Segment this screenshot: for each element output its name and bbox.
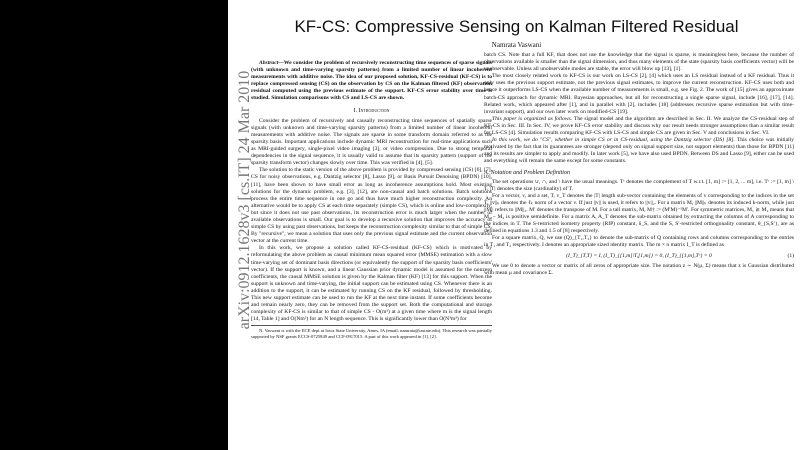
paper-organization-lead: This paper is organized as follows. (492, 115, 573, 122)
equation-1-text: (I_T)_{T,T} = I, (I_T)_{[1,m]\T,[1,m]} = 0, (I_T)_{[1,m],Tᶜ} = 0 (566, 252, 712, 259)
footnote: N. Vaswani is with the ECE dept at Iowa State University, Ames, IA (email: namrata@iastate.edu). This research was partially supported by NSF grants ECCS-0725849 and CCF-0917015. A part of this work appeared in [1], [2]. (251, 325, 492, 340)
paper-author: Namrata Vaswani (491, 41, 542, 49)
notation-paragraph-4: We use 0 to denote a vector or matrix of all zeros of appropriate size. The notation z ∼ N(μ, Σ) means that z is Gaussian distributed with mean μ and covariance Σ. (484, 262, 794, 276)
equation-1-number: (1) (787, 252, 794, 259)
paper-page (228, 0, 800, 450)
notation-paragraph-2: For a vector, v, and a set, T, v_T denotes the |T| length sub-vector containing the elements of v corresponding to the indices in the set T. ||v||ₖ denotes the ℓₖ norm of a vector v. If just ||v|| is used, it refers to ||v||₂. For a matrix M, ||M||ₖ denotes its induced k-norm, while just ||M|| refers to ||M||₂. M′ denotes the transpose of M. For a tall matrix, M, M† := (M′M)⁻¹M′. For symmetric matrices, M₁ ⪰ M₂ means that M₁ − M₂ is positive semidefinite. For a matrix A, A_T denotes the sub-matrix obtained by extracting the columns of A corresponding to the indices in T. The S-restricted isometry property (RIP) constant, δ_S, and the S, S′-restricted orthogonality constant, θ_{S,S′}, are as defined in equations 1.3 and 1.5 of [8] respectively. (484, 192, 794, 235)
paper-organization-text: The signal model and the algorithm are described in Sec. II. We analyze the CS-residual step of KF-CS in Sec. III. In Sec. IV, we prove KF-CS error stability and discuss why our result needs stronger assumptions than a similar result for LS-CS [4]. Simulation results comparing KF-CS with LS-CS and simple CS are given in Sec. V and conclusions in Sec. VI. (484, 115, 794, 137)
intro-paragraph-1: Consider the problem of recursively and causally reconstructing time sequences of spatially sparse signals (with unknown and time-varying sparsity patterns) from a limited number of linear incoherent measurements with additive noise. The signals are sparse in some transform domain referred to as the sparsity basis. Important applications include dynamic MRI reconstruction for real-time applications such as MRI-guided surgery, single-pixel video imaging [3], or video compression. Due to strong temporal dependencies in the signal sequence, it is usually valid to assume that its sparsity pattern (support of the sparsity transform vector) changes slowly over time. This was verified in [4], [5]. (251, 117, 492, 167)
cs-choice-paragraph (484, 137, 794, 165)
right-paragraph-2: The most closely related work to KF-CS is our work on LS-CS [2], [4] which uses an LS residual instead of a KF residual. Thus it only uses the previous support estimate, not the previous signal estimates, to improve the current reconstruction. KF-CS uses both and hence it outperforms LS-CS when the available number of measurements is small, e.g. see Fig. 2. The work of [15] gives an approximate batch-CS approach for dynamic MRI. Bayesian approaches, but all for reconstructing a single sparse signal, include [16], [17], [14]. Related work, which appeared after [1], and in parallel with [2], includes [18] (addresses recursive sparse estimation but with time-invariant support), and our own later work on modified-CS [19]. (484, 73, 794, 115)
notation-paragraph-3: For a square matrix, Q, we use (Q)_{T₁,T₂} to denote the sub-matrix of Q containing rows and columns corresponding to the entries in T₁ and T₂ respectively. I denotes an appropriate sized identity matrix. The m × n matrix I_T is defined as (484, 235, 794, 249)
abstract (251, 60, 492, 103)
left-column (251, 60, 492, 340)
notation-paragraph-1: The set operations ∪, ∩, and \ have the usual meanings. Tᶜ denotes the complement of T w.r.t. [1, m] := [1, 2, ... m], i.e. Tᶜ := [1, m] \ T. |T| denotes the size (cardinality) of T. (484, 178, 794, 192)
right-column (484, 52, 794, 277)
arxiv-stamp: arXiv:0912.1628v3 [cs.IT] 24 Mar 2010 (236, 70, 253, 330)
subsection-heading-notation: A. Notation and Problem Definition (484, 169, 570, 176)
cs-choice-lead: In this work, we do "CS", whether in simple CS or in CS-residual, using the Dantzig selector (DS) [8]. (492, 137, 735, 144)
equation-1 (484, 253, 794, 260)
right-paragraph-1: batch CS. Note that a full KF, that does not use the knowledge that the signal is sparse, is meaningless here, because the number of observations available is smaller than the signal dimension, and thus many elements of the state (sparsity basis coefficients vector) will be unobservable. Unless all unobservable modes are stable, the error will blow up [13], [1]. (484, 52, 794, 73)
section-heading-introduction: I. Introduction (353, 107, 390, 114)
intro-paragraph-2: The solution to the static version of the above problem is provided by compressed sensing (CS) [6], [7]. CS for noisy observations, e.g. Dantzig selector [8], Lasso [9], or Basis Pursuit Denoising (BPDN) [10], [11], have been shown to have small error as long as incoherence assumptions hold. Most existing solutions for the dynamic problem, e.g. [3], [12], are non-causal and batch solutions. Batch solutions process the entire time sequence in one go and thus have much higher reconstruction complexity. An alternative would be to apply CS at each time separately (simple CS), which is online and low-complexity, but since it does not use past observations, its reconstruction error is much larger when the number of available observations is small. Our goal is to develop a recursive solution that improves the accuracy of simple CS by using past observations, but keeps the reconstruction complexity similar to that of simple CS. By "recursive", we mean a solution that uses only the previous signal estimate and the current observation vector at the current time. (251, 167, 492, 245)
paper-organization-paragraph (484, 116, 794, 137)
intro-paragraph-3: In this work, we propose a solution called KF-CS-residual (KF-CS) which is motivated by reformulating the above problem as causal minimum mean squared error (MMSE) estimation with a slow time-varying set of dominant basis directions (or equivalently the support of the sparsity basis coefficients' vector). If the support is known, and a linear Gaussian prior dynamic model is assumed for the nonzero coefficients, the causal MMSE solution is given by the Kalman filter (KF) [13] for this support. When the support is unknown and time-varying, the initial support can be estimated using CS. Whenever there is an addition to the support, it can be estimated by running CS on the KF residual, followed by thresholding. This new support estimate can be used to run the KF at the next time instant. If some coefficients become and remain nearly zero, they can be removed from the support set. Both the computational and storage complexity of KF-CS is similar to that of simple CS - O(m³) at a given time where m is the signal length [14, Table 1] and O(Nm²) for an N length sequence. This is significantly lower than O(N³m³) for (251, 245, 492, 323)
abstract-lead: Abstract (259, 60, 279, 66)
paper-title: KF-CS: Compressive Sensing on Kalman Filtered Residual (294, 17, 739, 36)
cs-choice-text: This choice was initially motivated by the fact that its guarantees are stronger (depend only on signal support size, not support elements) than those for BPDN [11] and its results are simpler to apply and modify. In later work [5], we have also used BPDN. Between DS and Lasso [9], either can be used and everything will remain the same except for some constants. (484, 137, 794, 165)
abstract-text: —We consider the problem of recursively reconstructing time sequences of sparse signals (with unknown and time-varying sparsity patterns) from a limited number of linear incoherent measurements with additive noise. The idea of our proposed solution, KF-CS-residual (KF-CS) is to replace compressed sensing (CS) on the observation by CS on the Kalman filtered (KF) observation residual computed using the previous estimate of the support. KF-CS error stability over time is studied. Simulation comparisons with CS and LS-CS are shown. (251, 60, 492, 102)
